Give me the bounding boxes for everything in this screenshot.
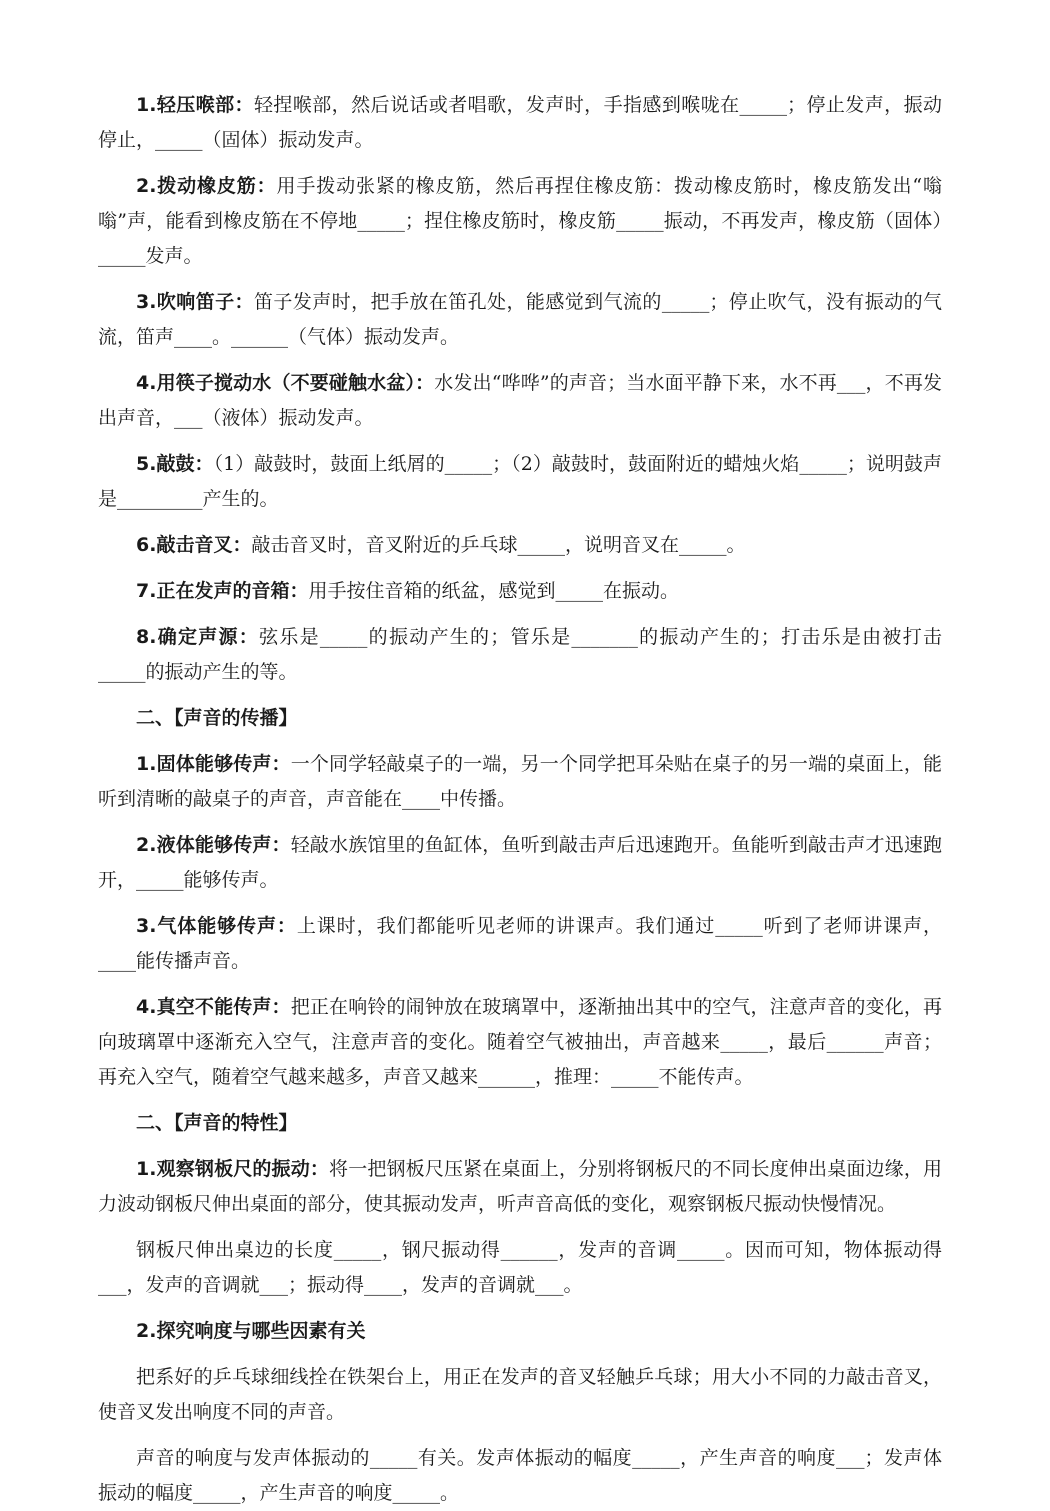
item-text: （1）敲鼓时，鼓面上纸屑的_____；（2）敲鼓时，鼓面附近的蜡烛火焰_____；说明鼓声是_________产生的。 xyxy=(98,453,942,510)
item-sound-source xyxy=(98,620,942,690)
item-title: 2.液体能够传声： xyxy=(136,834,291,856)
section-heading-propagation: 二、【声音的传播】 xyxy=(136,707,298,729)
section-heading-characteristics: 二、【声音的特性】 xyxy=(136,1112,298,1134)
item-text: 一个同学轻敲桌子的一端，另一个同学把耳朵贴在桌子的另一端的桌面上，能听到清晰的敲桌子的声音，声音能在____中传播。 xyxy=(98,753,942,810)
item-loudness-conclusion xyxy=(98,1441,942,1511)
item-vibration-speaker xyxy=(98,574,942,609)
item-text: 敲击音叉时，音叉附近的乒乓球_____，说明音叉在_____。 xyxy=(251,534,746,556)
item-vibration-flute xyxy=(98,285,942,355)
item-title: 3.吹响笛子： xyxy=(136,291,254,313)
item-title: 5.敲鼓： xyxy=(136,453,214,475)
item-text: 弦乐是_____的振动产生的；管乐是_______的振动产生的；打击乐是由被打击_____的振动产生的等。 xyxy=(98,626,942,683)
item-title: 1.轻压喉部： xyxy=(136,94,254,116)
item-title: 3.气体能够传声： xyxy=(136,915,297,937)
item-title: 1.观察钢板尺的振动： xyxy=(136,1158,330,1180)
item-title: 2.拨动橡皮筋： xyxy=(136,175,277,197)
item-text: 轻敲水族馆里的鱼缸体，鱼听到敲击声后迅速跑开。鱼能听到敲击声才迅速跑开，_____能够传声。 xyxy=(98,834,942,891)
item-text: 用手按住音箱的纸盆，感觉到_____在振动。 xyxy=(308,580,679,602)
item-vibration-drum xyxy=(98,447,942,517)
item-loudness-setup xyxy=(98,1360,942,1430)
item-text: 声音的响度与发声体振动的_____有关。发声体振动的幅度_____，产生声音的响度___；发声体振动的幅度_____，产生声音的响度_____。 xyxy=(98,1447,942,1504)
item-vibration-throat xyxy=(98,88,942,158)
item-ruler-conclusion xyxy=(98,1233,942,1303)
item-title: 8.确定声源： xyxy=(136,626,260,648)
subheading-loudness: 2.探究响度与哪些因素有关 xyxy=(136,1320,366,1342)
item-text: 将一把钢板尺压紧在桌面上，分别将钢板尺的不同长度伸出桌面边缘，用力波动钢板尺伸出桌面的部分，使其振动发声，听声音高低的变化，观察钢板尺振动快慢情况。 xyxy=(98,1158,942,1215)
item-text: 上课时，我们都能听见老师的讲课声。我们通过_____听到了老师讲课声，____能传播声音。 xyxy=(98,915,942,972)
item-vacuum-transmission xyxy=(98,990,942,1095)
item-text: 轻捏喉部，然后说话或者唱歌，发声时，手指感到喉咙在_____；停止发声，振动停止，_____（固体）振动发声。 xyxy=(98,94,942,151)
item-text: 笛子发声时，把手放在笛孔处，能感觉到气流的_____；停止吹气，没有振动的气流，笛声____。______（气体）振动发声。 xyxy=(98,291,942,348)
item-title: 6.敲击音叉： xyxy=(136,534,252,556)
item-liquid-transmission xyxy=(98,828,942,898)
item-vibration-rubber-band xyxy=(98,169,942,274)
item-vibration-tuning-fork xyxy=(98,528,942,563)
item-text: 钢板尺伸出桌边的长度_____，钢尺振动得______，发声的音调_____。因而可知，物体振动得___，发声的音调就___；振动得____，发声的音调就___。 xyxy=(98,1239,942,1296)
item-title: 1.固体能够传声： xyxy=(136,753,291,775)
item-solid-transmission xyxy=(98,747,942,817)
item-text: 把正在响铃的闹钟放在玻璃罩中，逐渐抽出其中的空气，注意声音的变化，再向玻璃罩中逐渐充入空气，注意声音的变化。随着空气被抽出，声音越来_____，最后______声音；再充入空气，随着空气越来越多，声音又越来______，推理：_____不能传声。 xyxy=(98,996,942,1088)
item-gas-transmission xyxy=(98,909,942,979)
item-text: 用手拨动张紧的橡皮筋，然后再捏住橡皮筋：拨动橡皮筋时，橡皮筋发出“嗡嗡”声，能看到橡皮筋在不停地_____；捏住橡皮筋时，橡皮筋_____振动，不再发声，橡皮筋（固体）_____发声。 xyxy=(98,175,942,267)
item-ruler-vibration xyxy=(98,1152,942,1222)
item-text: 水发出“哗哗”的声音；当水面平静下来，水不再___，不再发出声音，___（液体）振动发声。 xyxy=(98,372,942,429)
item-vibration-water xyxy=(98,366,942,436)
item-title: 4.用筷子搅动水（不要碰触水盆）： xyxy=(136,372,435,394)
item-title: 4.真空不能传声： xyxy=(136,996,291,1018)
item-title: 7.正在发声的音箱： xyxy=(136,580,309,602)
item-text: 把系好的乒乓球细线拴在铁架台上，用正在发声的音叉轻触乒乓球；用大小不同的力敲击音叉，使音叉发出响度不同的声音。 xyxy=(98,1366,942,1423)
